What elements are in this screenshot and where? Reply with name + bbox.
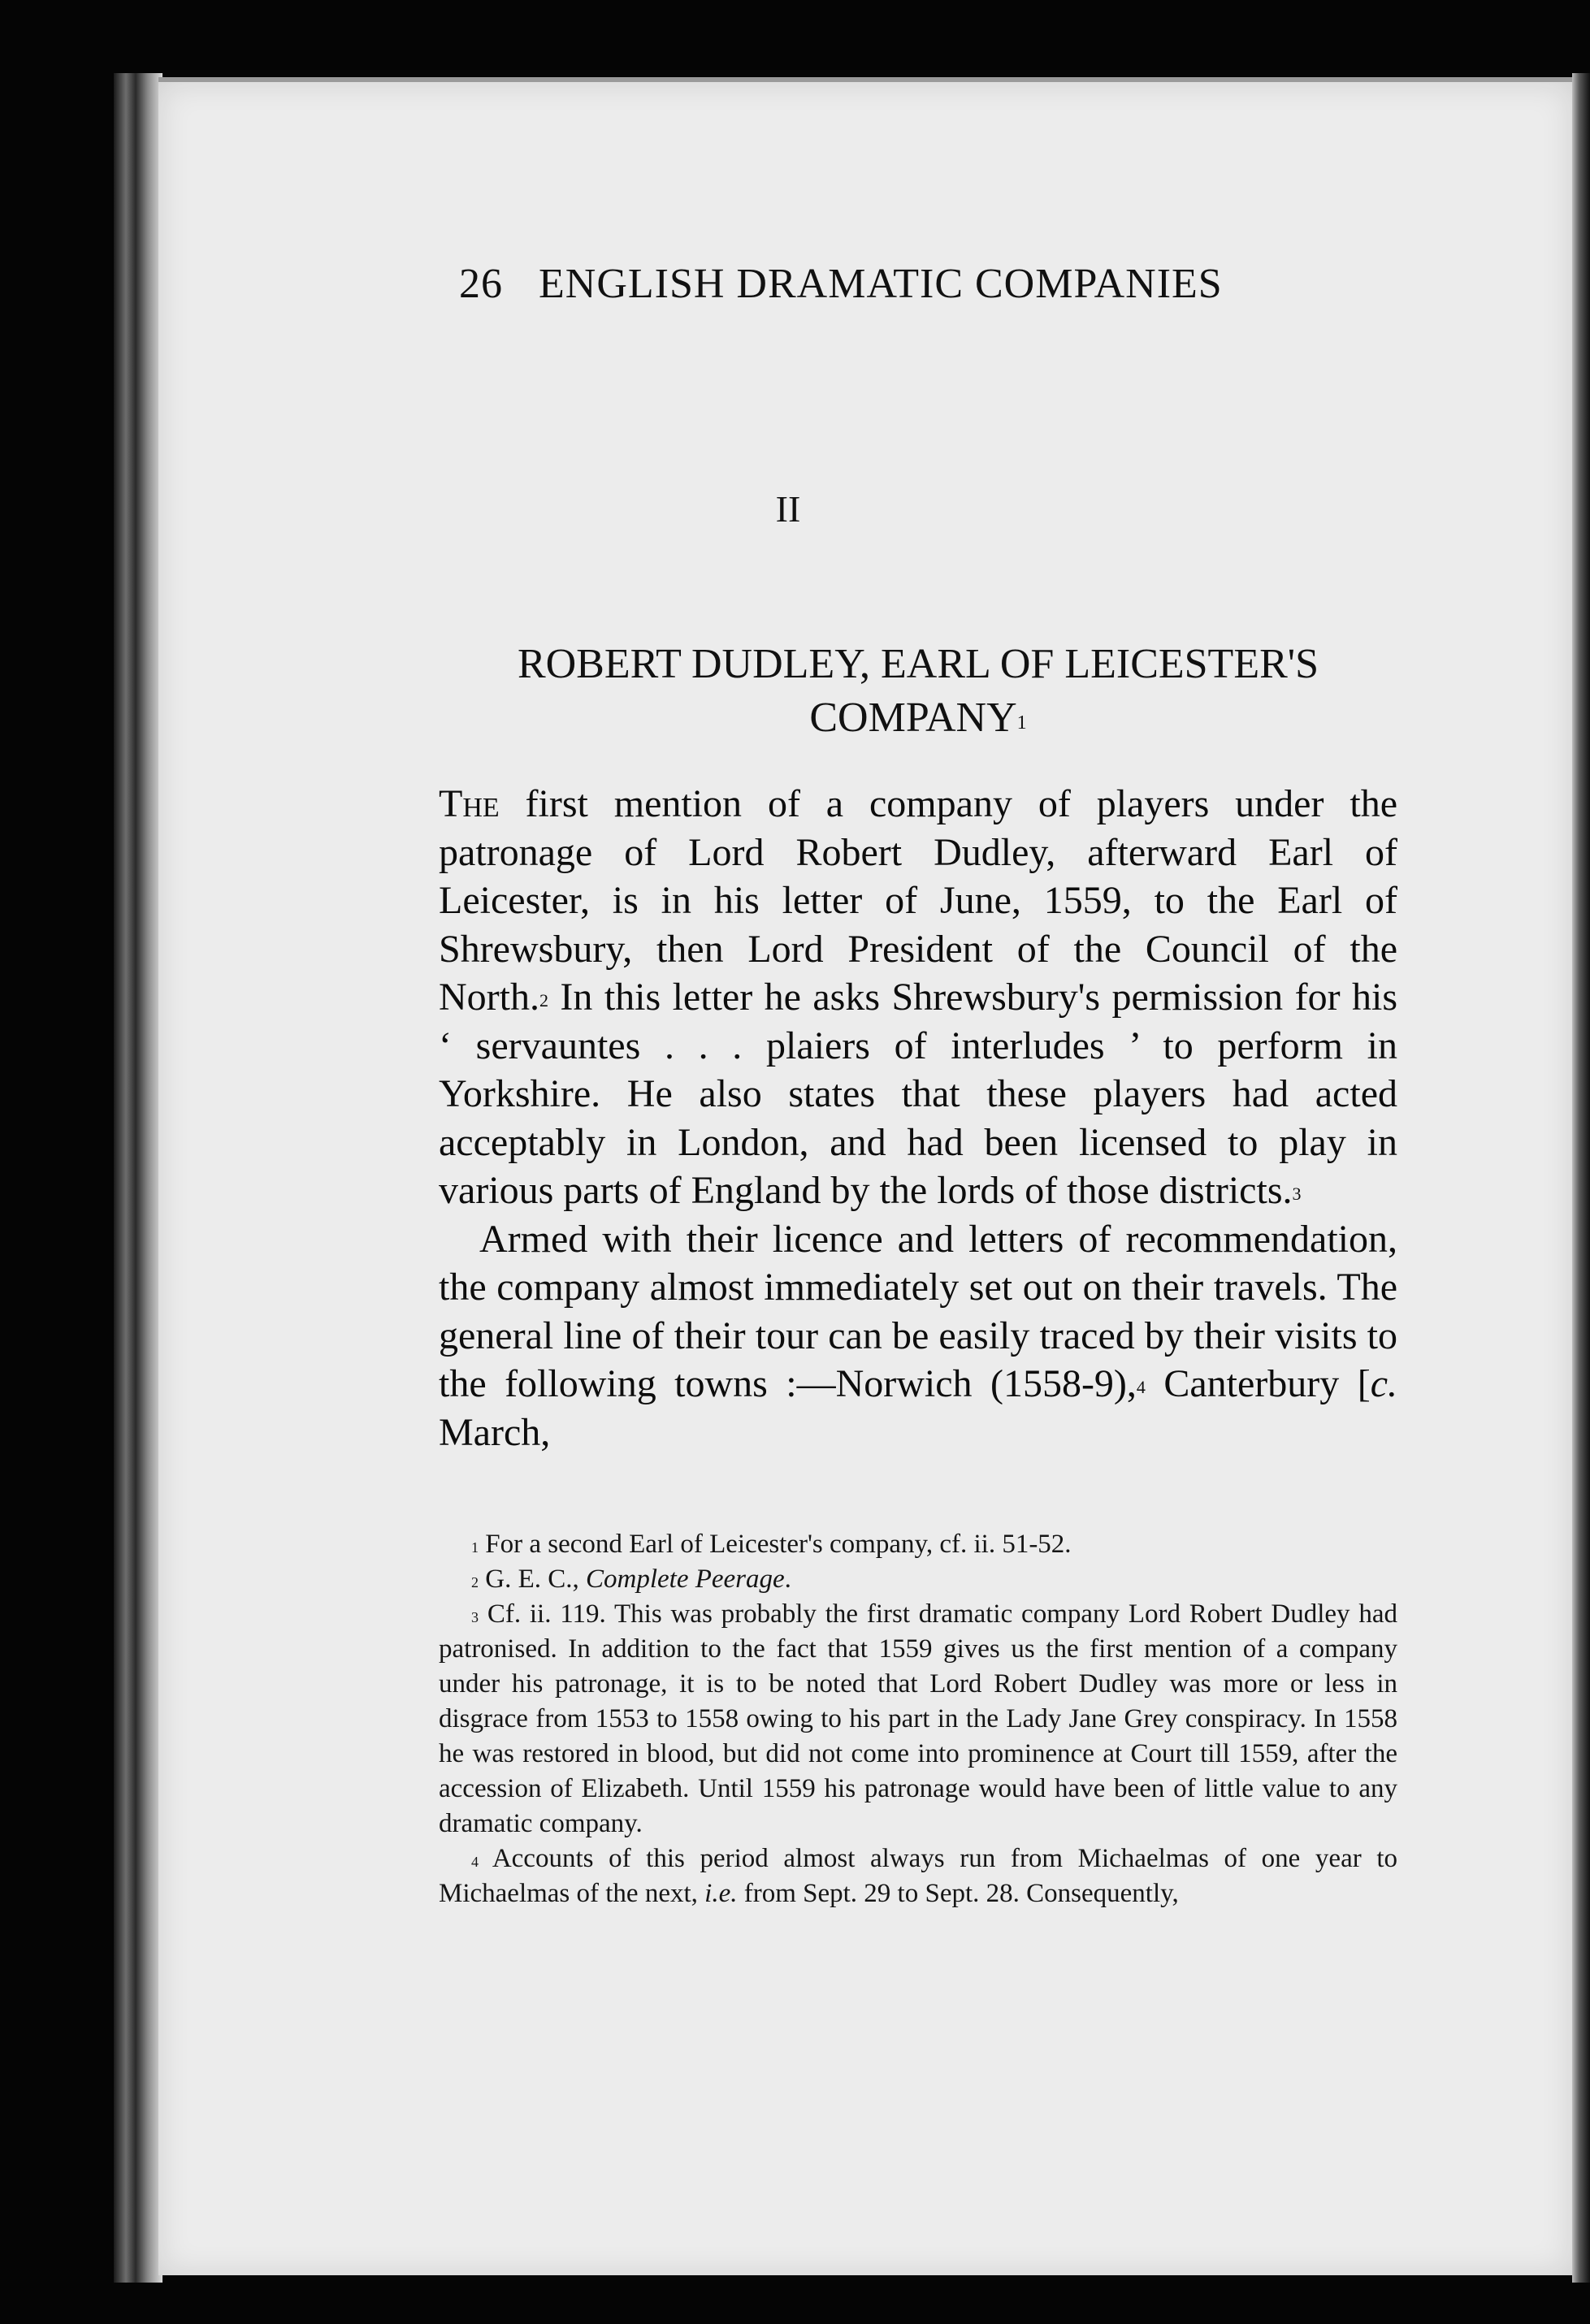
- paragraph-2-text-b: Canterbury [: [1145, 1362, 1371, 1405]
- footnote-ref-4: 4: [1136, 1377, 1146, 1397]
- paragraph-1-text-b: In this letter he asks Shrewsbury's permission for his ‘ servauntes . . . plaiers of interludes ’ to perform in Yorkshire. He also states that these players had acted acceptably in London, and had been licensed to play in various parts of England by the lords of those districts.: [439, 976, 1397, 1212]
- footnote-italic: Complete Peerage: [586, 1564, 785, 1594]
- body-text: [439, 780, 1397, 1456]
- circa-abbrev: c.: [1370, 1362, 1397, 1405]
- paragraph-1: [439, 780, 1397, 1215]
- footnote-text: Cf. ii. 119. This was probably the first dramatic company Lord Robert Dudley had patronised. In addition to the fact that 1559 gives us the first mention of a company under his patronage, it is to be noted that Lord Robert Dudley was more or less in disgrace from 1553 to 1558 owing to his part in the Lady Jane Grey conspiracy. In 1558 he was restored in blood, but did not come into prominence at Court till 1559, after the accession of Elizabeth. Until 1559 his patronage would have been of little value to any dramatic company.: [439, 1599, 1398, 1838]
- footnote-4: [439, 1841, 1397, 1911]
- footnote-ref-1: 1: [1016, 712, 1027, 734]
- chapter-title: [439, 638, 1397, 745]
- book-gutter: [114, 73, 162, 2283]
- running-head: [459, 260, 1312, 308]
- footnote-mark: 4: [471, 1854, 479, 1870]
- footnote-1: [439, 1527, 1397, 1562]
- footnote-3: [439, 1597, 1397, 1841]
- footnote-ref-2: 2: [539, 990, 548, 1011]
- chapter-number: II: [775, 488, 801, 530]
- paragraph-2: [439, 1215, 1397, 1457]
- lead-word: The: [439, 782, 500, 825]
- footnote-text-post: from Sept. 29 to Sept. 28. Consequently,: [737, 1879, 1179, 1908]
- footnote-2: [439, 1562, 1397, 1597]
- footnote-text-post: .: [784, 1564, 791, 1594]
- footnote-text: For a second Earl of Leicester's company, cf. ii. 51-52.: [485, 1530, 1072, 1559]
- chapter-title-text: ROBERT DUDLEY, EARL OF LEICESTER'S COMPANY: [517, 641, 1319, 741]
- paragraph-2-text-c: March,: [439, 1410, 551, 1454]
- page-right-edge: [1572, 73, 1590, 2283]
- running-head-title: ENGLISH DRAMATIC COMPANIES: [539, 261, 1223, 307]
- paragraph-1-text-a: first mention of a company of players under the patronage of Lord Robert Dudley, afterward Earl of Leicester, is in his letter of June, 1559, to the Earl of Shrewsbury, then Lord President of the Council of the North.: [439, 782, 1397, 1019]
- footnote-mark: 3: [471, 1609, 479, 1625]
- page-number: 26: [459, 261, 503, 307]
- footnote-text-pre: Accounts of this period almost always run from Michaelmas of one year to Michaelmas of the next,: [439, 1844, 1397, 1908]
- footnotes: [439, 1527, 1397, 1911]
- footnote-italic: i.e.: [704, 1879, 738, 1908]
- footnote-mark: 2: [471, 1574, 479, 1590]
- footnote-text-pre: G. E. C.,: [485, 1564, 586, 1594]
- footnote-mark: 1: [471, 1539, 479, 1556]
- footnote-ref-3: 3: [1292, 1184, 1302, 1204]
- paragraph-2-text-a: Armed with their licence and letters of recommendation, the company almost immediately set out on their travels. The general line of their tour can be easily traced by their visits to the following towns :—Norwich (1558-9),: [439, 1217, 1397, 1405]
